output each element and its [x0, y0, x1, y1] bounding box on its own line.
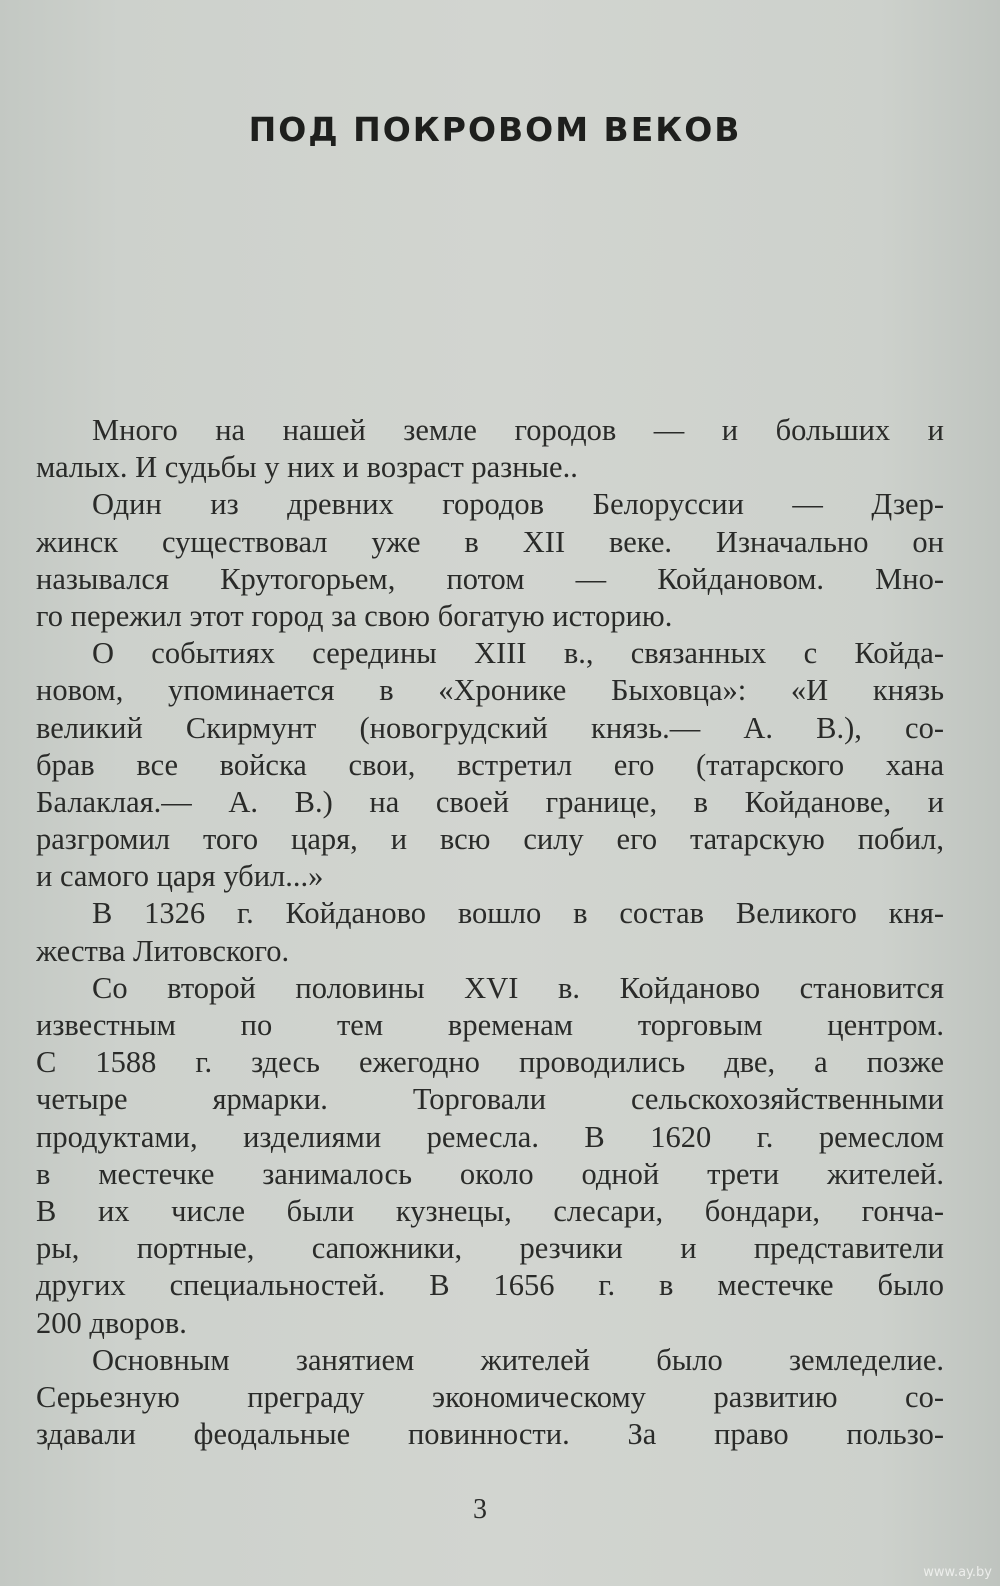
page-number: 3 — [473, 1494, 487, 1525]
text-line: брав все войска свои, встретил его (татарского хана — [36, 747, 944, 782]
chapter-title: ПОД ПОКРОВОМ ВЕКОВ — [248, 110, 742, 149]
paragraph — [36, 486, 944, 635]
text-line: назывался Крутогорьем, потом — Койдановом. Мно- — [36, 561, 944, 596]
text-line: Балаклая.— А. В.) на своей границе, в Койданове, и — [36, 784, 944, 819]
text-line: великий Скирмунт (новогрудский князь.— А. В.), со- — [36, 710, 944, 745]
paragraph — [36, 412, 944, 486]
watermark: www.ay.by — [923, 1565, 992, 1580]
body-text — [36, 412, 944, 1453]
text-line: Много на нашей земле городов — и больших и — [92, 413, 944, 447]
text-line: Один из древних городов Белоруссии — Дзер- — [92, 487, 944, 522]
text-line: В их числе были кузнецы, слесари, бондари, гонча- — [36, 1193, 944, 1228]
text-line: других специальностей. В 1656 г. в местечке было — [36, 1268, 944, 1303]
text-line: жинск существовал уже в XII веке. Изначально он — [36, 524, 944, 559]
text-line: го пережил этот город за свою богатую историю. — [36, 598, 673, 633]
text-line: малых. И судьбы у них и возраст разные.. — [36, 450, 578, 485]
text-line: продуктами, изделиями ремесла. В 1620 г. ремеслом — [36, 1119, 944, 1154]
text-line: четыре ярмарки. Торговали сельскохозяйственными — [36, 1082, 944, 1117]
text-line: жества Литовского. — [36, 933, 290, 968]
text-line: известным по тем временам торговым центром. — [36, 1008, 944, 1042]
text-line: разгромил того царя, и всю силу его татарскую побил, — [36, 822, 944, 857]
paragraph — [36, 970, 944, 1342]
paragraph — [36, 1342, 944, 1454]
paragraph — [36, 895, 944, 969]
text-line: Серьезную преграду экономическому развитию со- — [36, 1379, 944, 1414]
text-line: В 1326 г. Койданово вошло в состав Великого кня- — [92, 896, 944, 931]
text-line: 200 дворов. — [36, 1305, 187, 1340]
text-line: О событиях середины XIII в., связанных с Койда- — [92, 636, 944, 671]
text-line: Со второй половины XVI в. Койданово становится — [92, 970, 944, 1005]
text-line: Основным занятием жителей было земледелие. — [92, 1342, 944, 1377]
text-line: новом, упоминается в «Хронике Быховца»: «И князь — [36, 673, 944, 708]
text-line: в местечке занималось около одной трети жителей. — [36, 1156, 944, 1191]
text-line: ры, портные, сапожники, резчики и представители — [36, 1231, 944, 1266]
paragraph — [36, 635, 944, 895]
text-line: здавали феодальные повинности. За право пользо- — [36, 1417, 944, 1452]
text-line: С 1588 г. здесь ежегодно проводились две, а позже — [36, 1045, 944, 1080]
text-line: и самого царя убил...» — [36, 859, 324, 894]
